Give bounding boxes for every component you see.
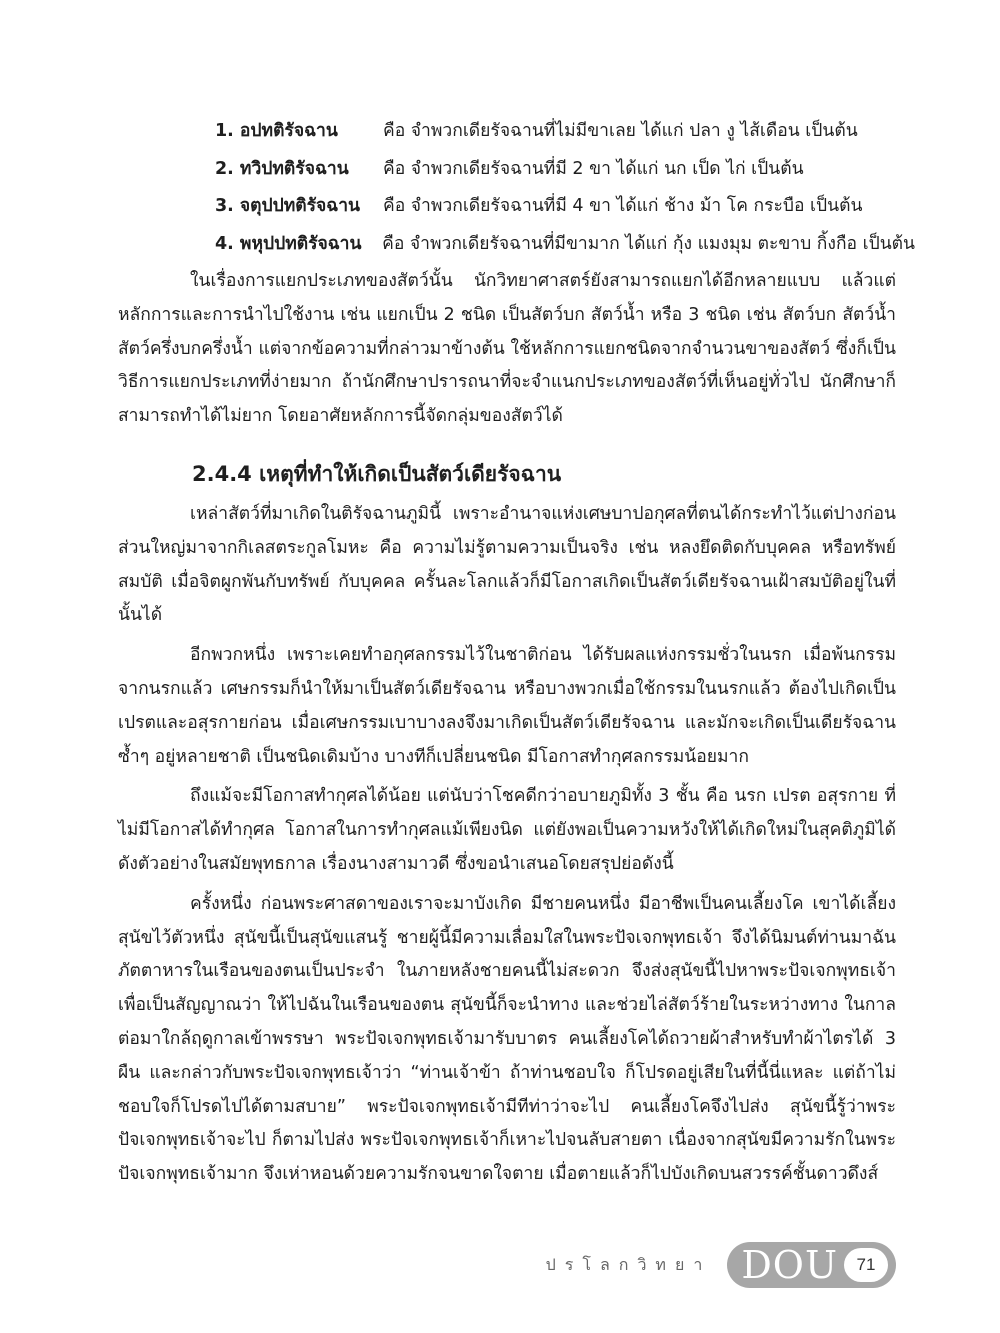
section-paragraph: อีกพวกหนึ่ง เพราะเคยทำอกุศลกรรมไว้ในชาติก่อน ได้รับผลแห่งกรรมชั่วในนรก เมื่อพ้นกรรมจากนรกแล้ว เศษกรรมก็นำให้มาเป็นสัตว์เดียรัจฉาน หรือบางพวกเมื่อใช้กรรมในนรกแล้ว ต้องไปเกิดเป็นเปรตและอสุรกายก่อน เมื่อเศษกรรมเบาบางลงจึงมาเกิดเป็นสัตว์เดียรัจฉาน และมักจะเกิดเป็นเดียรัจฉานซ้ำๆ อยู่หลายชาติ เป็นชนิดเดิมบ้าง บางทีก็เปลี่ยนชนิด มีโอกาสทำกุศลกรรมน้อยมาก [118,645,896,767]
dou-logo: DOU [741,1243,838,1287]
page-number: 71 [844,1248,888,1282]
section-paragraph: เหล่าสัตว์ที่มาเกิดในติรัจฉานภูมินี้ เพราะอำนาจแห่งเศษบาปอกุศลที่ตนได้กระทำไว้แต่ปางก่อน ส่วนใหญ่มาจากกิเลสตระกูลโมหะ คือ ความไม่รู้ตามความเป็นจริง เช่น หลงยึดติดกับบุคคล หรือทรัพย์สมบัติ เมื่อจิตผูกพันกับทรัพย์ กับบุคคล ครั้นละโลกแล้วก็มีโอกาสเกิดเป็นสัตว์เดียรัจฉานเฝ้าสมบัติอยู่ในที่นั้นได้ [118,504,896,626]
section-body [118,498,896,1192]
list-item-definition: คือ จำพวกเดียรัจฉานที่มีขามาก ได้แก่ กุ้ง แมงมุม ตะขาบ กิ้งกือ เป็นต้น [382,233,915,254]
course-title: ปรโลกวิทยา [545,1254,712,1274]
intro-block [118,265,896,434]
list-item-definition: คือ จำพวกเดียรัจฉานที่มี 4 ขา ได้แก่ ช้าง ม้า โค กระบือ เป็นต้น [383,196,863,216]
intro-paragraph: ในเรื่องการแยกประเภทของสัตว์นั้น นักวิทยาศาสตร์ยังสามารถแยกได้อีกหลายแบบ แล้วแต่หลักการและการนำไปใช้งาน เช่น แยกเป็น 2 ชนิด เป็นสัตว์บก สัตว์น้ำ หรือ 3 ชนิด เช่น สัตว์บก สัตว์น้ำ สัตว์ครึ่งบกครึ่งน้ำ แต่จากข้อความที่กล่าวมาข้างต้น ใช้หลักการแยกชนิดจากจำนวนขาของสัตว์ ซึ่งก็เป็นวิธีการแยกประเภทที่ง่ายมาก ถ้านักศึกษาปรารถนาที่จะจำแนกประเภทของสัตว์ที่เห็นอยู่ทั่วไป นักศึกษาก็สามารถทำได้ไม่ยาก โดยอาศัยหลักการนี้จัดกลุ่มของสัตว์ได้ [118,271,896,427]
list-item-definition: คือ จำพวกเดียรัจฉานที่ไม่มีขาเลย ได้แก่ ปลา งู ไส้เดือน เป็นต้น [383,121,858,141]
list-item-term: 3. จตุปปทติรัจฉาน [215,196,361,216]
list-item-term: 2. ทวิปทติรัจฉาน [215,158,349,179]
list-item-term: 1. อปทติรัจฉาน [215,121,338,141]
list-item [215,154,915,192]
dou-badge [727,1242,896,1288]
page-footer [546,1242,896,1288]
list-item-term: 4. พหุปปทติรัจฉาน [215,233,362,254]
section-paragraph: ถึงแม้จะมีโอกาสทำกุศลได้น้อย แต่นับว่าโชคดีกว่าอบายภูมิทั้ง 3 ชั้น คือ นรก เปรต อสุรกาย ที่ไม่มีโอกาสได้ทำกุศล โอกาสในการทำกุศลแม้เพียงนิด แต่ยังพอเป็นความหวังให้ได้เกิดใหม่ในสุคติภูมิได้ ดังตัวอย่างในสมัยพุทธกาล เรื่องนางสามาวดี ซึ่งขอนำเสนอโดยสรุปย่อดังนี้ [118,786,896,874]
list-item-definition: คือ จำพวกเดียรัจฉานที่มี 2 ขา ได้แก่ นก เป็ด ไก่ เป็นต้น [383,158,804,179]
section-paragraph: ครั้งหนึ่ง ก่อนพระศาสดาของเราจะมาบังเกิด มีชายคนหนึ่ง มีอาชีพเป็นคนเลี้ยงโค เขาได้เลี้ยงสุนัขไว้ตัวหนึ่ง สุนัขนี้เป็นสุนัขแสนรู้ ชายผู้นี้มีความเลื่อมใสในพระปัจเจกพุทธเจ้า จึงได้นิมนต์ท่านมาฉันภัตตาหารในเรือนของตนเป็นประจำ ในภายหลังชายคนนี้ไม่สะดวก จึงส่งสุนัขนี้ไปหาพระปัจเจกพุทธเจ้า เพื่อเป็นสัญญาณว่า ให้ไปฉันในเรือนของตน สุนัขนี้ก็จะนำทาง และช่วยไล่สัตว์ร้ายในระหว่างทาง ในกาลต่อมาใกล้ฤดูกาลเข้าพรรษา พระปัจเจกพุทธเจ้ามารับบาตร คนเลี้ยงโคได้ถวายผ้าสำหรับทำผ้าไตรได้ 3 ผืน และกล่าวกับพระปัจเจกพุทธเจ้าว่า “ท่านเจ้าข้า ถ้าท่านชอบใจ ก็โปรดอยู่เสียในที่นี้นี่แหละ แต่ถ้าไม่ชอบใจก็โปรดไปได้ตามสบาย” พระปัจเจกพุทธเจ้ามีทีท่าว่าจะไป คนเลี้ยงโคจึงไปส่ง สุนัขนี้รู้ว่าพระปัจเจกพุทธเจ้าจะไป ก็ตามไปส่ง พระปัจเจกพุทธเจ้าก็เหาะไปจนลับสายตา เนื่องจากสุนัขมีความรักในพระปัจเจกพุทธเจ้ามาก จึงเห่าหอนด้วยความรักจนขาดใจตาย เมื่อตายแล้วก็ไปบังเกิดบนสวรรค์ชั้นดาวดึงส์ [118,893,896,1185]
list-item [215,116,915,154]
section-heading: 2.4.4 เหตุที่ทำให้เกิดเป็นสัตว์เดียรัจฉาน [192,462,562,486]
animal-type-list [215,116,915,266]
list-item [215,191,915,229]
list-item [215,229,915,267]
